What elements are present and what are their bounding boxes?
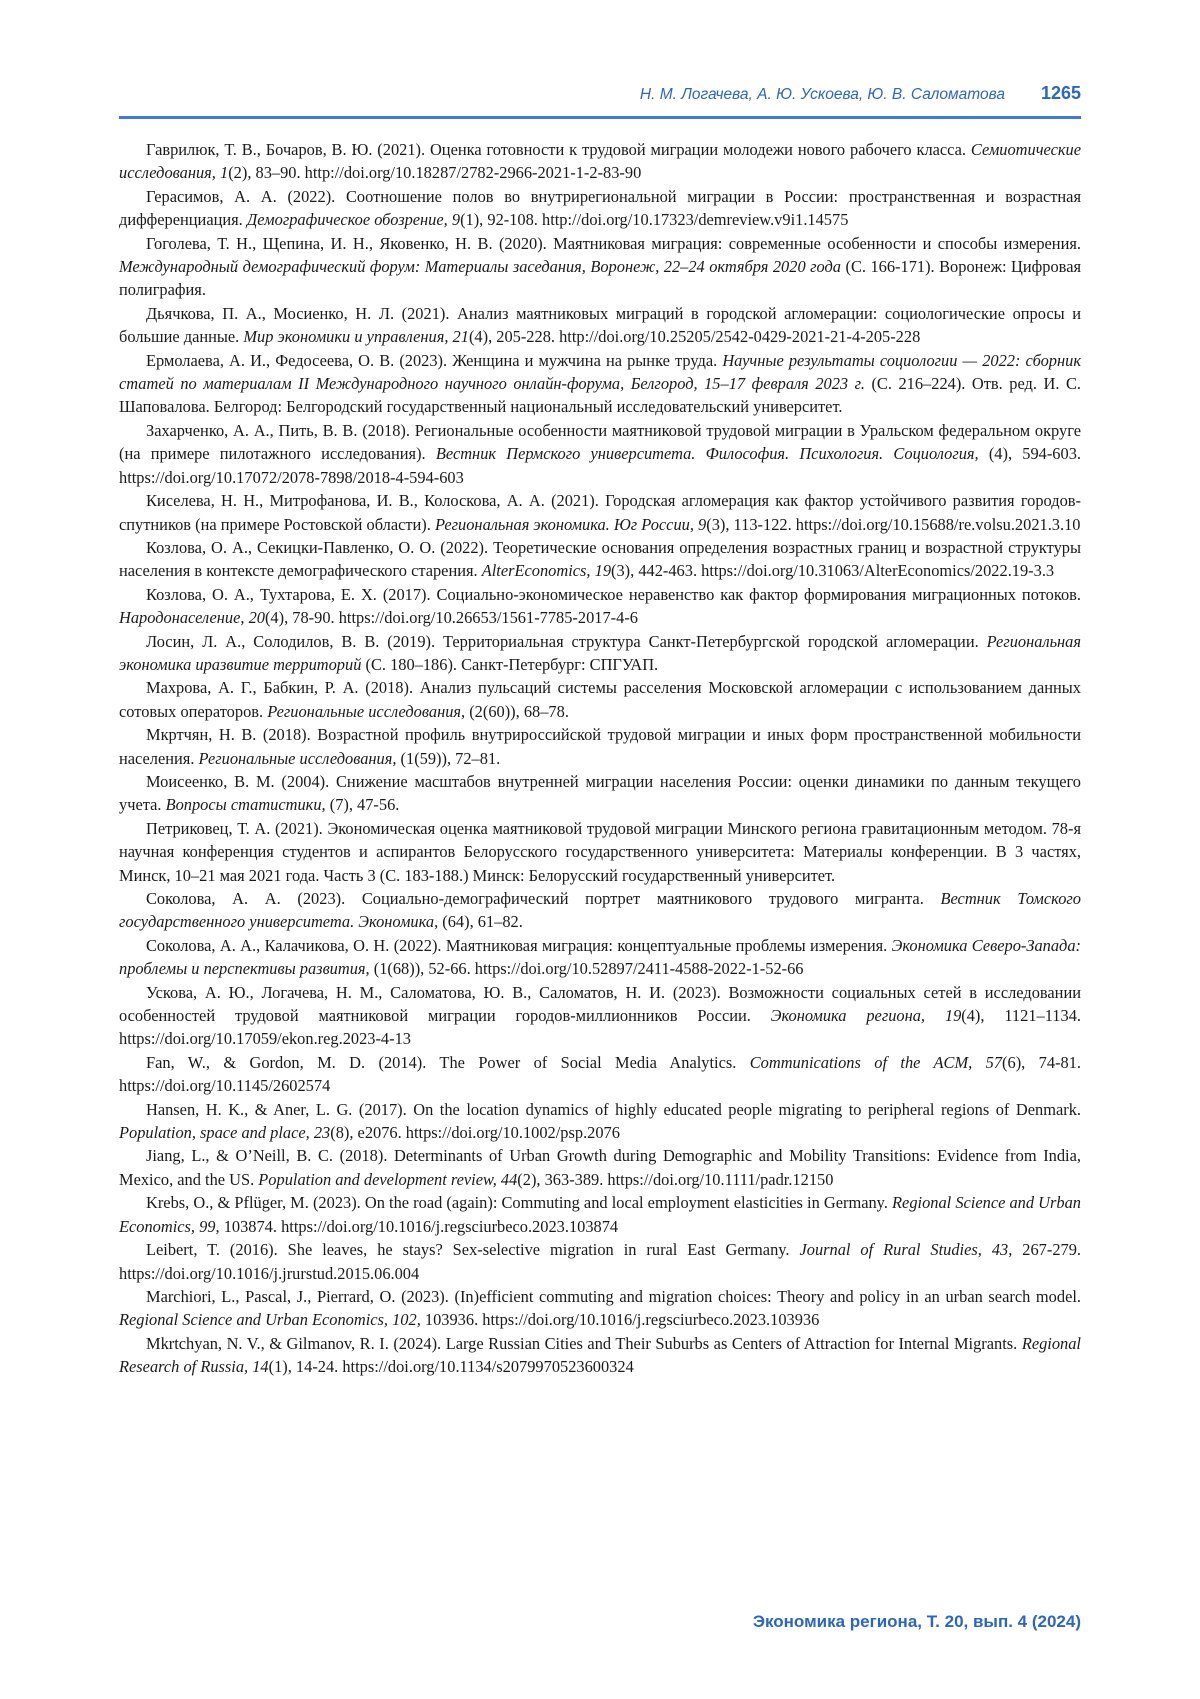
- reference-details: 267-279. https://doi.org/10.1016/j.jrurstud.2015.06.004: [119, 1240, 1081, 1283]
- reference-details: (С. 166-171). Воронеж: Цифровая полиграфия.: [119, 257, 1082, 300]
- reference-details: (4), 594-603. https://doi.org/10.17072/2078-7898/2018-4-594-603: [119, 444, 1081, 487]
- reference-details: (1(68)), 52-66. https://doi.org/10.52897/2411-4588-2022-1-52-66: [369, 959, 804, 979]
- reference-details: (1(59)), 72–81.: [396, 748, 501, 768]
- reference-item: [119, 1144, 1081, 1191]
- reference-text: Hansen, H. K., & Aner, L. G. (2017). On the location dynamics of highly educated people migrating to peripheral regions of Denmark.: [146, 1099, 1081, 1119]
- reference-item: [119, 1238, 1081, 1285]
- reference-item: [119, 232, 1081, 302]
- reference-source: Regional Science and Urban Economics, 102,: [119, 1310, 421, 1330]
- reference-item: [119, 138, 1081, 185]
- reference-text: Петриковец, Т. А. (2021). Экономическая оценка маятниковой трудовой миграции Минского региона гравитационным методом. 78-я научная конференция студентов и аспирантов Белорусского государственного университета: Материалы конференции. В 3 частях, Минск, 10–21 мая 2021 года. Часть 3 (С. 183-188.) Минск: Белорусский государственный университет.: [119, 818, 1081, 885]
- reference-item: [119, 981, 1081, 1051]
- reference-source: Вестник Пермского университета. Философия. Психология. Социология,: [435, 444, 979, 464]
- reference-text: Герасимов, А. А. (2022). Соотношение полов во внутрирегиональной миграции в России: пространственная и возрастная дифференциация.: [119, 186, 1081, 230]
- reference-item: [119, 1098, 1081, 1145]
- reference-item: [119, 583, 1081, 630]
- reference-text: Моисеенко, В. М. (2004). Снижение масштабов внутренней миграции населения России: оценки динамики по данным текущего учета.: [119, 771, 1081, 815]
- reference-source: Population and development review, 44: [258, 1169, 518, 1189]
- reference-source: Экономика Северо-Запада: проблемы и перспективы развития,: [119, 935, 1081, 979]
- reference-item: [119, 630, 1081, 677]
- reference-source: Communications of the ACM, 57: [749, 1052, 1003, 1072]
- reference-details: (64), 61–82.: [438, 912, 523, 932]
- reference-item: [119, 419, 1081, 489]
- reference-source: Региональные исследования,: [198, 748, 397, 768]
- reference-text: Соколова, А. А., Калачикова, О. Н. (2022). Маятниковая миграция: концептуальные проблемы измерения.: [146, 935, 892, 955]
- reference-details: (С. 180–186). Санкт-Петербург: СПГУАП.: [361, 654, 659, 674]
- reference-source: Мир экономики и управления, 21: [243, 327, 469, 347]
- reference-item: [119, 676, 1081, 723]
- reference-source: Международный демографический форум: Материалы заседания, Воронеж, 22–24 октября 2020 года: [119, 257, 841, 277]
- reference-text: Fan, W., & Gordon, M. D. (2014). The Power of Social Media Analytics.: [146, 1052, 750, 1072]
- reference-item: [119, 302, 1081, 349]
- page-number: 1265: [1040, 83, 1081, 103]
- reference-source: Региональная экономика иразвитие территорий: [119, 631, 1081, 674]
- reference-source: Population, space and place, 23: [119, 1123, 331, 1143]
- reference-source: Journal of Rural Studies, 43,: [799, 1240, 1013, 1260]
- reference-details: 103936. https://doi.org/10.1016/j.regsciurbeco.2023.103936: [420, 1310, 820, 1330]
- reference-text: Ермолаева, А. И., Федосеева, О. В. (2023). Женщина и мужчина на рынке труда.: [146, 350, 723, 370]
- reference-source: Семиотические исследования, 1: [119, 140, 1081, 183]
- reference-text: Гаврилюк, Т. В., Бочаров, В. Ю. (2021). Оценка готовности к трудовой миграции молодежи нового рабочего класса.: [146, 140, 971, 159]
- reference-text: Лосин, Л. А., Солодилов, В. В. (2019). Территориальная структура Санкт-Петербургской городской агломерации.: [146, 631, 987, 651]
- reference-item: [119, 1051, 1081, 1098]
- reference-text: Захарченко, А. А., Пить, В. В. (2018). Региональные особенности маятниковой трудовой миграции в Уральском федеральном округе (на примере пилотажного исследования).: [119, 420, 1081, 464]
- reference-text: Соколова, А. А. (2023). Социально-демографический портрет маятникового трудового мигранта.: [146, 889, 941, 908]
- reference-text: Козлова, О. А., Тухтарова, Е. Х. (2017). Социально-экономическое неравенство как фактор формирования миграционных потоков.: [146, 584, 1081, 604]
- reference-source: Экономика региона, 19: [770, 1006, 962, 1026]
- reference-source: Regional Science and Urban Economics, 99,: [119, 1193, 1081, 1236]
- reference-text: Козлова, О. А., Секицки-Павленко, О. О. (2022). Теоретические основания определения возрастных границ и возрастной структуры населения в контексте демографического старения.: [119, 537, 1081, 581]
- reference-text: Дьячкова, П. А., Мосиенко, Н. Л. (2021). Анализ маятниковых миграций в городской агломерации: социологические опросы и большие данные.: [119, 303, 1081, 347]
- reference-item: [119, 723, 1081, 770]
- reference-source: AlterEconomics, 19: [481, 561, 612, 581]
- reference-item: [119, 1191, 1081, 1238]
- journal-footer: Экономика региона, Т. 20, вып. 4 (2024): [752, 1612, 1081, 1631]
- reference-source: Региональные исследования,: [267, 701, 466, 721]
- reference-text: Mkrtchyan, N. V., & Gilmanov, R. I. (2024). Large Russian Cities and Their Suburbs as Centers of Attraction for Internal Migrants.: [146, 1333, 1022, 1353]
- reference-text: Jiang, L., & O’Neill, B. C. (2018). Determinants of Urban Growth during Demographic and Mobility Transitions: Evidence from India, Mexico, and the US.: [119, 1146, 1081, 1189]
- reference-details: (3), 442-463. https://doi.org/10.31063/AlterEconomics/2022.19-3.3: [611, 561, 1055, 581]
- reference-item: [119, 817, 1081, 887]
- header-rule: [119, 116, 1081, 119]
- reference-source: Regional Research of Russia, 14: [119, 1333, 1081, 1377]
- reference-item: [119, 887, 1081, 934]
- reference-details: (7), 47-56.: [325, 795, 400, 815]
- reference-text: Гоголева, Т. Н., Щепина, И. Н., Яковенко, Н. В. (2020). Маятниковая миграция: современные особенности и способы измерения.: [146, 233, 1081, 253]
- reference-text: Leibert, T. (2016). She leaves, he stays? Sex-selective migration in rural East Germany.: [146, 1240, 800, 1260]
- reference-list: [119, 138, 1081, 1379]
- reference-details: 103874. https://doi.org/10.1016/j.regsciurbeco.2023.103874: [219, 1216, 619, 1236]
- reference-source: Демографическое обозрение, 9: [246, 210, 461, 230]
- reference-source: Народонаселение, 20: [119, 608, 265, 628]
- reference-item: [119, 1332, 1081, 1379]
- reference-source: Вопросы статистики,: [165, 795, 326, 815]
- reference-details: (4), 1121–1134. https://doi.org/10.17059/ekon.reg.2023-4-13: [119, 1006, 1081, 1049]
- reference-source: Региональная экономика. Юг России, 9: [434, 514, 707, 534]
- reference-details: (1), 92-108. http://doi.org/10.17323/demreview.v9i1.14575: [460, 210, 849, 230]
- reference-source: Научные результаты социологии — 2022: сборник статей по материалам II Международного научного онлайн-форума, Белгород, 15–17 февраля 2023 г.: [119, 350, 1081, 394]
- reference-details: (2(60)), 68–78.: [465, 701, 569, 721]
- reference-details: (С. 216–224). Отв. ред. И. С. Шаповалова. Белгород: Белгородский государственный национальный исследовательский университет.: [119, 374, 1081, 417]
- reference-item: [119, 770, 1081, 817]
- reference-details: (2), 363-389. https://doi.org/10.1111/padr.12150: [517, 1169, 834, 1189]
- reference-text: Мкртчян, Н. В. (2018). Возрастной профиль внутрироссийской трудовой миграции и иных форм пространственной мобильности населения.: [119, 725, 1081, 768]
- reference-item: [119, 1285, 1081, 1332]
- reference-text: Киселева, Н. Н., Митрофанова, И. В., Колоскова, А. А. (2021). Городская агломерация как фактор устойчивого развития городов-спутников (на примере Ростовской области).: [119, 491, 1081, 534]
- reference-details: (1), 14-24. https://doi.org/10.1134/s2079970523600324: [268, 1357, 634, 1377]
- reference-item: [119, 934, 1081, 981]
- reference-details: (4), 78-90. https://doi.org/10.26653/1561-7785-2017-4-6: [264, 608, 638, 628]
- reference-details: (2), 83–90. http://doi.org/10.18287/2782-2966-2021-1-2-83-90: [228, 163, 642, 183]
- reference-item: [119, 185, 1081, 232]
- reference-text: Krebs, O., & Pflüger, M. (2023). On the road (again): Commuting and local employment elasticities in Germany.: [146, 1193, 893, 1213]
- reference-text: Махрова, А. Г., Бабкин, Р. А. (2018). Анализ пульсаций системы расселения Московской агломерации с использованием данных сотовых операторов.: [119, 678, 1081, 721]
- reference-details: (3), 113-122. https://doi.org/10.15688/re.volsu.2021.3.10: [706, 514, 1081, 534]
- reference-item: [119, 536, 1081, 583]
- reference-source: Вестник Томского государственного университета. Экономика,: [119, 889, 1081, 932]
- reference-details: (6), 74-81. https://doi.org/10.1145/2602574: [119, 1052, 1082, 1096]
- header-authors: Н. М. Логачева, А. Ю. Ускоева, Ю. В. Саломатова: [639, 86, 1005, 103]
- reference-details: (8), e2076. https://doi.org/10.1002/psp.2076: [330, 1123, 620, 1143]
- reference-item: [119, 349, 1081, 419]
- reference-text: Ускова, А. Ю., Логачева, Н. М., Саломатова, Ю. В., Саломатов, Н. И. (2023). Возможности социальных сетей в исследовании особенностей трудовой маятниковой миграции городов-миллионников России.: [119, 982, 1081, 1026]
- reference-item: [119, 489, 1081, 536]
- reference-text: Marchiori, L., Pascal, J., Pierrard, O. (2023). (In)efficient commuting and migration choices: Theory and policy in an urban search model.: [146, 1286, 1081, 1306]
- running-header: [119, 82, 1081, 112]
- reference-details: (4), 205-228. http://doi.org/10.25205/2542-0429-2021-21-4-205-228: [468, 327, 921, 347]
